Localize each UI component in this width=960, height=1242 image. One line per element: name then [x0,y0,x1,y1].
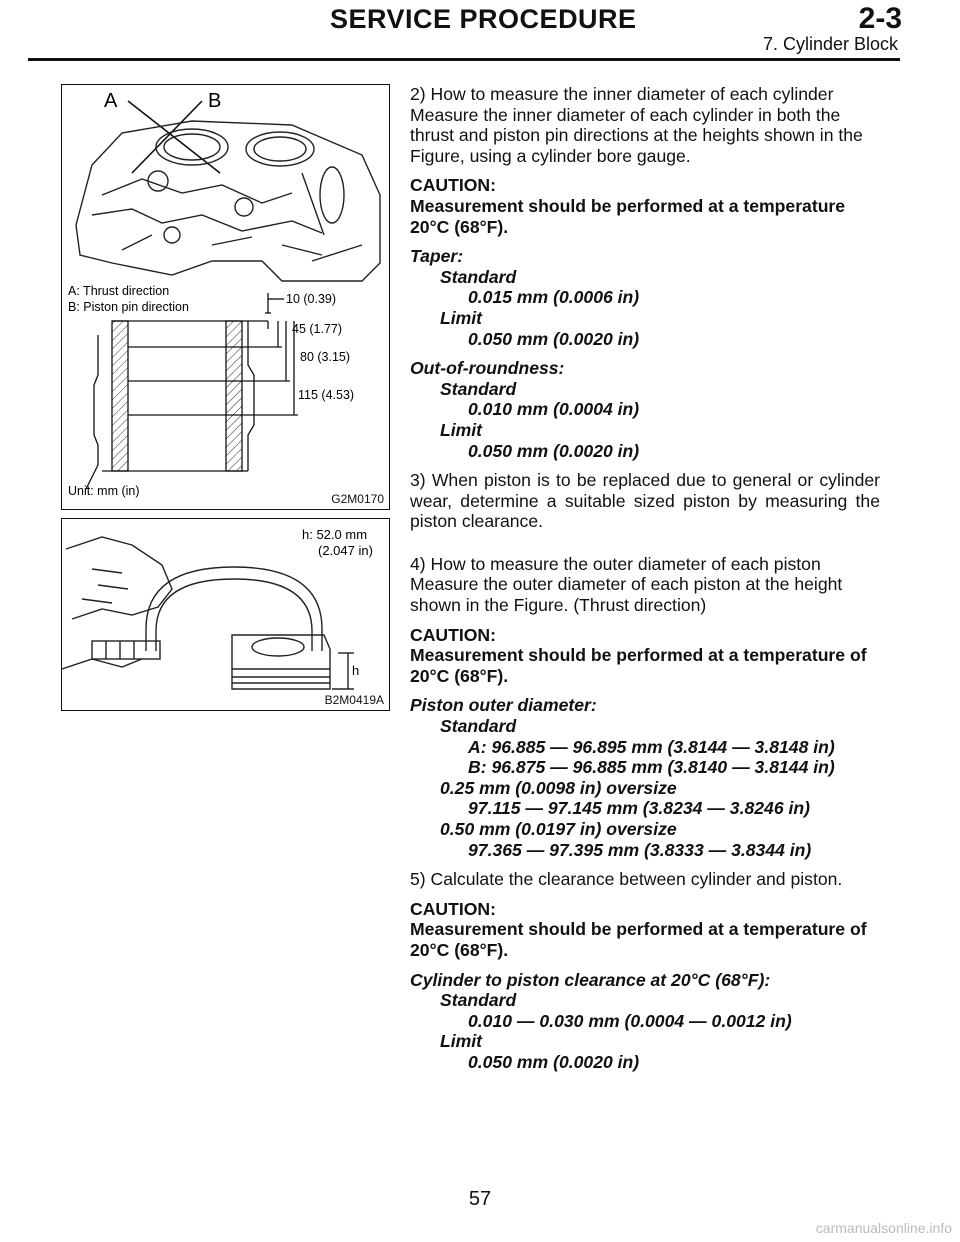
spec-limit-value: 0.050 mm (0.0020 in) [468,328,640,349]
caution-label: CAUTION: [410,898,497,919]
section-5: 5) Calculate the clearance between cylinder and piston. [410,869,843,890]
caution-label: CAUTION: [410,175,497,196]
spec-value-b: B: 96.875 — 96.885 mm (3.8140 — 3.8144 in) [468,757,835,778]
spec-limit-value: 0.050 mm (0.0020 in) [468,1051,640,1072]
spec-label: Piston outer diameter: [410,695,597,716]
spec-limit-label: Limit [440,1031,483,1052]
spec-label: Out-of-roundness: [410,358,565,379]
label-a: A [104,90,118,112]
caution-text: Measurement should be performed at a temperature 20°C (68°F). [410,195,846,237]
spec-label: Taper: [410,246,464,267]
piston-measurement-figure [61,518,390,711]
spec-standard-label: Standard [440,716,517,737]
page-header [0,0,960,60]
spec-standard-value: 0.015 mm (0.0006 in) [468,287,640,308]
legend-b: B: Piston pin direction [68,300,189,314]
oversize-1-label: 0.25 mm (0.0098 in) oversize [440,777,677,798]
spec-standard-value: 0.010 mm (0.0004 in) [468,399,640,420]
taper-spec [410,246,880,349]
legend-a: A: Thrust direction [68,284,170,298]
figure-id: G2M0170 [331,492,384,506]
spec-label: Cylinder to piston clearance at 20°C (68°F): [410,969,771,990]
caution-text: Measurement should be performed at a temperature of 20°C (68°F). [410,645,867,686]
spec-standard-label: Standard [440,378,517,399]
spec-standard-label: Standard [440,990,517,1011]
section-2-heading: 2) How to measure the inner diameter of each cylinder [410,84,834,104]
spec-limit-label: Limit [440,307,483,328]
subsection-title: 7. Cylinder Block [762,34,898,54]
page-number: 57 [468,1188,492,1210]
section-number: 2-3 [858,2,902,35]
cylinder-bore-figure [61,84,390,510]
spec-value-a: A: 96.885 — 96.895 mm (3.8144 — 3.8148 in) [468,736,835,757]
caution-label: CAUTION: [410,624,497,645]
cylinder-block-illustration [62,85,389,509]
piston-outer-diameter-spec [410,695,880,860]
header-rule [28,58,900,61]
unit-label: Unit: mm (in) [68,484,140,498]
oversize-2-value: 97.365 — 97.395 mm (3.8333 — 3.8344 in) [468,839,812,860]
section-2-body: Measure the inner diameter of each cylinder in both the thrust and piston pin directions at the heights shown in the Figure, using a cylinder bore gauge. [410,104,863,166]
out-of-roundness-spec [410,358,880,461]
spec-standard-value: 0.010 — 0.030 mm (0.0004 — 0.0012 in) [468,1010,792,1031]
h-value-in: (2.047 in) [318,543,373,558]
clearance-spec [410,970,880,1073]
spec-limit-value: 0.050 mm (0.0020 in) [468,440,640,461]
procedure-text [410,84,880,1082]
section-2 [410,84,880,166]
caution-block [410,625,880,687]
oversize-2-label: 0.50 mm (0.0197 in) oversize [440,819,677,839]
h-value: h: 52.0 mm [302,527,368,542]
section-4-body: Measure the outer diameter of each piston at the height shown in the Figure. (Thrust direction) [410,574,843,616]
site-watermark: carmanualsonline.info [815,1220,952,1236]
caution-text: Measurement should be performed at a temperature of 20°C (68°F). [410,919,867,960]
dim-10: 10 (0.39) [286,292,337,306]
spec-limit-label: Limit [440,419,483,440]
piston-micrometer-illustration [62,519,389,710]
caution-block [410,899,880,961]
dim-115: 115 (4.53) [298,388,355,402]
spec-standard-label: Standard [440,266,517,287]
dim-45: 45 (1.77) [292,322,343,336]
section-title: SERVICE PROCEDURE [330,4,637,34]
oversize-1-value: 97.115 — 97.145 mm (3.8234 — 3.8246 in) [468,798,810,819]
section-4 [410,554,880,616]
h-label: h [352,663,360,678]
figure-id: B2M0419A [324,693,384,707]
section-4-heading: 4) How to measure the outer diameter of each piston [410,553,821,574]
section-3: 3) When piston is to be replaced due to general or cylinder wear, determine a suitable sized piston by measuring the piston clearance. [410,470,880,532]
label-b: B [208,90,222,112]
dim-80: 80 (3.15) [300,350,351,364]
caution-block [410,175,880,237]
